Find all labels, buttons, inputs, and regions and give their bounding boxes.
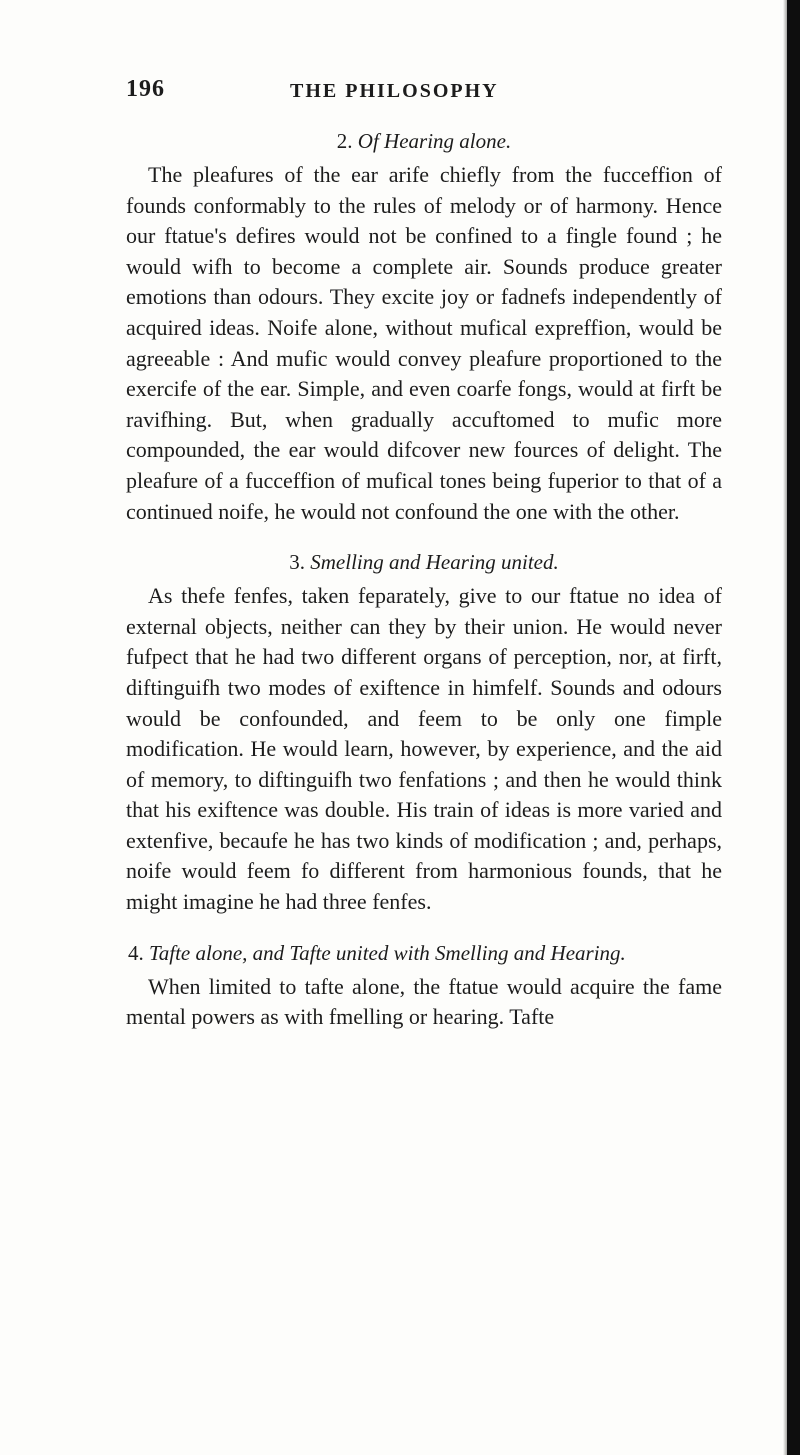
section-number: 2. [336,129,353,153]
section-heading-smelling-hearing [126,545,722,579]
section-number: 4. [128,940,144,965]
page-number: 196 [126,76,165,102]
section-title: Tafte alone, and Tafte united with Smelling and Hearing. [149,940,626,965]
section-heading-taste [128,936,722,970]
paragraph-taste: When limited to tafte alone, the ftatue would acquire the fame mental powers as with fmelling or hearing. Tafte [126,973,722,1030]
section-number: 3. [289,550,305,575]
running-head: THE PHILOSOPHY [290,80,499,102]
paragraph-hearing: The pleafures of the ear arife chiefly from the fucceffion of founds conformably to the rules of melody or of harmony. Hence our ftatue's defires would not be confined to a fingle found ; he would wifh to become a complete air. Sounds produce greater emotions than odours. They excite joy or fadnefs independently of acquired ideas. Noife alone, without mufical expreffion, would be agreeable : And mufic would convey pleafure proportioned to the exercife of the ear. Simple, and even coarfe fongs, would at firft be ravifhing. But, when gradually accuftomed to mufic more compounded, the ear would difcover new fources of delight. The pleafure of a fucceffion of mufical tones being fuperior to that of a continued noife, he would not confound the one with the other. [126,162,722,524]
book-spine-edge [787,0,800,1455]
paragraph-smelling-hearing: As thefe fenfes, taken feparately, give to our ftatue no idea of external objects, neither can they by their union. He would never fufpect that he had two different organs of perception, nor, at firft, diftinguifh two modes of exiftence in himfelf. Sounds and odours would be confounded, and feem to be only one fimple modification. He would learn, however, by experience, and the aid of memory, to diftinguifh two fenfations ; and then he would think that his exiftence was double. His train of ideas is more varied and extenfive, becaufe he has two kinds of modification ; and, perhaps, noife would feem fo different from harmonious founds, that he might imagine he had three fenfes. [126,583,722,915]
section-title: Of Hearing alone. [357,129,512,153]
section-title: Smelling and Hearing united. [310,550,559,575]
section-heading-hearing [126,124,722,158]
page-header [0,68,760,108]
page-body [126,124,722,1033]
